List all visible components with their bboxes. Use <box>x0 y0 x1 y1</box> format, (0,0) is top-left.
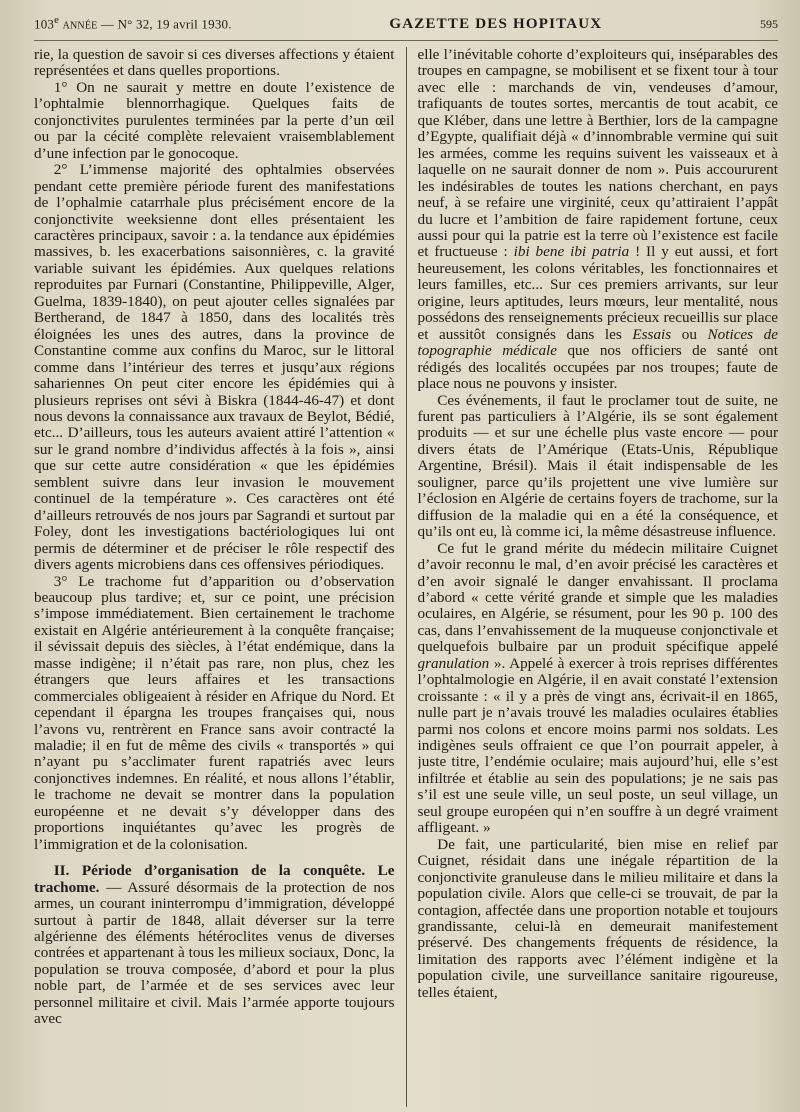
page-number: 595 <box>760 17 778 32</box>
paragraph: De fait, une particularité, bien mise en relief par Cuignet, résidait dans une inégale répartition de la conjonctivite granuleuse dans le milieu militaire et dans la population civile. Alors que celle-ci se trouvait, de par la contagion, affectée dans une proportion notable et toujours grandissante, celui-là en demeurait manifestement préservé. Des changements fréquents de résidence, la limitation des rapports avec l’élément indigène et la population civile, une surveillance sanitaire rigoureuse, telles étaient, <box>417 835 778 1001</box>
paragraph: 2° L’immense majorité des ophtalmies observées pendant cette première période furent des manifestations de l’ophalmie catarrhale plus précisément encore de la conjonctivite weeksienne dont elles présentaient les caractères principaux, savoir : a. la tendance aux épidémies massives, b. les exacerbations saisonnières, c. la gravité variable suivant les épidémies. Aux quelques relations reproduites par Furnari (Constantine, Philippeville, Alger, Guelma, 1839-1840), on peut ajouter celles signalées par Bertherand, de 1847 à 1850, dans des localités très éloignées les unes des autres, dans la province de Constantine comme aux confins du Maroc, sur le littoral comme dans l’intérieur des terres et jusqu’aux régions sahariennes On peut citer encore les épidémies qui à plusieurs reprises ont sévi à Biskra (1844-46-47) et dont nous devons la connaissance aux travaux de Beylot, Bédié, etc... D’ailleurs, tous les auteurs avaient attiré l’attention « sur le grand nombre d’individus affectés à la fois », ainsi que sur cette autre considération « que les épidémies semblent suivre dans leur invasion le mouvement continuel de la température ». Ces caractères ont été d’ailleurs retrouvés de nos jours par Sagrandi et surtout par Foley, dont les investigations bactériologiques lui ont permis de déterminer et de préciser le rôle respectif des divers agents microbiens dans ces offensives périodiques. <box>34 161 395 574</box>
section-subtitle: Le trachome. <box>34 862 395 896</box>
issue-info: 103e ANNÉE — N° 32, 19 avril 1930. <box>34 14 232 32</box>
running-header <box>34 14 778 41</box>
text-columns <box>34 47 778 1107</box>
paragraph: Ces événements, il faut le proclamer tout de suite, ne furent pas particuliers à l’Algérie, ils se sont également produits — et sur une échelle plus vaste encore — pour divers états de l’Amérique (Etats-Unis, République Argentine, Brésil). Mais il était indispensable de les souligner, parce qu’ils projettent une vive lumière sur l’éclosion en Algérie de certains foyers de trachome, sur la diffusion de la maladie qui en a été la conséquence, et qu’ils ont eu, là comme ici, la même désastreuse influence. <box>417 391 778 541</box>
paragraph: Ce fut le grand mérite du médecin militaire Cuignet d’avoir reconnu le mal, d’en avoir précisé les caractères et d’en avoir signalé le danger envahissant. Il proclama d’abord « cette vérité grande et simple que les maladies oculaires, en Algérie, se résument, pour les 90 p. 100 des cas, dans l’envahissement de la muqueuse conjonctivale et quelquefois bulbaire par un produit spécifique appelé granulation ». Appelé à exercer à trois reprises différentes l’ophtalmologie en Algérie, il en avait constaté l’extension croissante : « il y a près de vingt ans, écrivait-il en 1865, nulle part je n’avais trouvé les maladies oculaires établies parmi nos colons et encore moins parmi nos soldats. Les indigènes seuls offraient ce que l’on pourrait appeler, à juste titre, l’endémie oculaire; mais aujourd’hui, elle s’est infiltrée et établie au sein des populations; je ne sais pas s’il est une seule ville, un seul poste, un seul village, un seul groupe européen qui n’en souffre à un degré vraiment affligeant. » <box>417 539 778 837</box>
paragraph: 1° On ne saurait y mettre en doute l’existence de l’ophtalmie blennorrhagique. Quelques faits de conjonctivites purulentes terminées par la perte d’un œil ou par la cécité complète relevaient vraisemblablement d’une infection par le gonocoque. <box>34 78 395 162</box>
paragraph: elle l’inévitable cohorte d’exploiteurs qui, inséparables des troupes en campagne, se mobilisent et se fixent tour à tour avec elle : marchands de vin, vendeuses d’amour, trafiquants de toutes sortes, mercantis de tout acabit, ce que Kléber, dans une lettre à Berthier, lors de la campagne d’Egypte, qualifiait déjà « d’innombrable vermine qui suit les armées, comme les requins suivent les vaisseaux et à laquelle on ne saurait donner de nom ». Puis accoururent les indésirables de toutes les nations cherchant, en pays neuf, à se refaire une virginité, ceux qu’attiraient l’appât du lucre et l’ambition de faire rapidement fortune, ceux aussi pour qui la patrie est la terre où l’existence est facile et fructueuse : ibi bene ibi patria ! Il y eut aussi, et fort heureusement, les colons véritables, les fonctionnaires et leurs familles, etc... Sur ces premiers arrivants, sur leur origine, leurs aptitudes, leurs mœurs, leur mentalité, nous possédons des renseignements précieux recueillis sur place et aussitôt consignés dans les Essais ou Notices de topographie médicale que nos officiers de santé ont rédigés des localités occupées par nos troupes; faute de place nous ne pouvons y insister. <box>417 47 778 393</box>
right-column <box>418 47 779 1107</box>
paragraph: rie, la question de savoir si ces diverses affections y étaient représentées et dans quelles proportions. <box>34 47 395 80</box>
paragraph: 3° Le trachome fut d’apparition ou d’observation beaucoup plus tardive; et, sur ce point, une précision s’impose immédiatement. Bien certainement le trachome existait en Algérie antérieurement à la conquête française; il sévissait depuis des siècles, à l’état endémique, dans la masse indigène; il n’était pas rare, non plus, chez les étrangers que leurs affaires et les transactions commerciales obligeaient à résider en Afrique du Nord. Et cependant il épargna les troupes françaises qui, nous l’avons vu, rentrèrent en France sans avoir contracté la maladie; il en fut de même des civils « transportés » qui n’ayant pu s’acclimater furent rapatriés avec leurs conjonctives indemnes. En réalité, et nous allons l’établir, le trachome ne devait se montrer dans la population européenne et ne devait s’y développer dans des proportions inquiétantes qu’avec les progrès de l’immigration et de la colonisation. <box>34 572 395 853</box>
section-paragraph: II. Période d’organisation de la conquête. Le trachome. — Assuré désormais de la protection de nos armes, un courant ininterrompu d’immigration, développé surtout à partir de 1848, allait déverser sur la terre algérienne des éléments hétéroclites venus de diverses contrées et appartenant à tous les milieux sociaux, Donc, la population se trouva composée, d’abord et pour la plus noble part, de l’armée et de ses services avec leur personnel militaire et civil. Mais l’armée apporte toujours avec <box>34 862 395 1028</box>
left-column <box>34 47 395 1107</box>
journal-title: GAZETTE DES HOPITAUX <box>389 16 603 33</box>
section-title: II. Période d’organisation de la conquête. <box>53 862 366 880</box>
column-rule <box>406 47 407 1107</box>
